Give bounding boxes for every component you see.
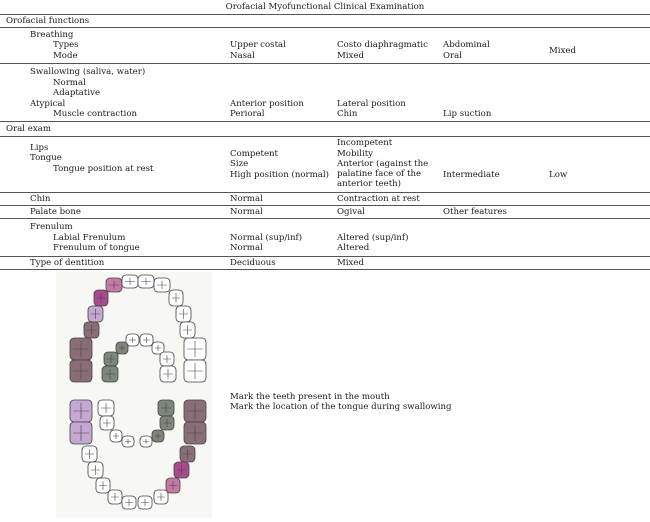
tooth-32[interactable] bbox=[184, 400, 206, 422]
tongue-frenulum-label: Frenulum of tongue bbox=[53, 243, 140, 253]
tooth-5[interactable] bbox=[94, 290, 108, 306]
tooth-1[interactable] bbox=[106, 278, 122, 292]
tooth-33[interactable] bbox=[70, 422, 92, 444]
chin-label: Chin bbox=[30, 194, 51, 204]
tooth-6[interactable] bbox=[169, 290, 183, 306]
tooth-13[interactable] bbox=[70, 360, 92, 382]
type-option: Costo diaphragmatic bbox=[337, 40, 428, 50]
frenulum-option: Altered (sup/inf) bbox=[337, 233, 409, 243]
tooth-22[interactable] bbox=[160, 366, 176, 382]
oral-option: Size bbox=[230, 159, 249, 169]
divider bbox=[0, 14, 650, 15]
palate-option: Other features bbox=[443, 207, 507, 217]
oral-option: High position (normal) bbox=[230, 170, 330, 180]
chin-option: Contraction at rest bbox=[337, 194, 420, 204]
muscle-option: Lip suction bbox=[443, 109, 492, 119]
oral-option: Anterior (against the palatine face of the anterior teeth) bbox=[337, 159, 429, 189]
tooth-2[interactable] bbox=[122, 275, 138, 288]
dentition-option: Deciduous bbox=[230, 258, 276, 268]
dental-chart bbox=[56, 272, 212, 518]
divider bbox=[0, 27, 650, 28]
divider bbox=[0, 121, 650, 122]
tooth-30[interactable] bbox=[140, 436, 152, 447]
oral-option: Incompetent bbox=[337, 138, 393, 148]
oral-option: Low bbox=[549, 170, 568, 180]
tooth-20[interactable] bbox=[160, 352, 174, 366]
types-label: Types bbox=[53, 40, 79, 50]
tooth-41[interactable] bbox=[108, 490, 122, 504]
tooth-44[interactable] bbox=[138, 496, 152, 509]
tooth-3[interactable] bbox=[138, 275, 154, 288]
position-option: Anterior position bbox=[230, 99, 304, 109]
tooth-4[interactable] bbox=[154, 278, 170, 292]
palate-option: Ogival bbox=[337, 207, 366, 217]
tooth-17[interactable] bbox=[116, 342, 128, 354]
atypical-label: Atypical bbox=[30, 99, 66, 109]
oral-option: Competent bbox=[230, 149, 279, 159]
type-option: Upper costal bbox=[230, 40, 286, 50]
section-header-orofacial: Orofacial functions bbox=[6, 16, 90, 26]
tooth-27[interactable] bbox=[110, 430, 122, 442]
muscle-option: Chin bbox=[337, 109, 358, 119]
normal-label: Normal bbox=[53, 78, 86, 88]
tooth-31[interactable] bbox=[70, 400, 92, 422]
lips-label: Lips bbox=[30, 143, 49, 153]
tooth-23[interactable] bbox=[98, 400, 114, 416]
position-option: Lateral position bbox=[337, 99, 406, 109]
tooth-29[interactable] bbox=[122, 436, 134, 447]
tooth-8[interactable] bbox=[176, 306, 191, 322]
frenulum-label: Frenulum bbox=[30, 222, 73, 232]
frenulum-option: Altered bbox=[337, 243, 370, 253]
oral-option: Mobility bbox=[337, 149, 374, 159]
divider bbox=[0, 218, 650, 219]
divider bbox=[0, 205, 650, 206]
labial-frenulum-label: Labial Frenulum bbox=[53, 233, 126, 243]
tongue-rest-label: Tongue position at rest bbox=[53, 164, 154, 174]
dentition-label: Type of dentition bbox=[30, 258, 105, 268]
tooth-24[interactable] bbox=[158, 400, 174, 416]
adaptative-label: Adaptative bbox=[53, 88, 101, 98]
mode-option: Nasal bbox=[230, 51, 255, 61]
tooth-11[interactable] bbox=[70, 338, 92, 360]
mode-option: Mixed bbox=[337, 51, 364, 61]
dental-arch-diagram bbox=[56, 272, 212, 518]
tooth-36[interactable] bbox=[180, 446, 195, 462]
palate-label: Palate bone bbox=[30, 207, 81, 217]
tooth-34[interactable] bbox=[184, 422, 206, 444]
frenulum-option: Normal bbox=[230, 243, 263, 253]
tooth-10[interactable] bbox=[180, 322, 195, 338]
frenulum-option: Normal (sup/inf) bbox=[230, 233, 303, 243]
palate-option: Normal bbox=[230, 207, 263, 217]
divider bbox=[0, 269, 650, 270]
tooth-38[interactable] bbox=[174, 462, 189, 478]
tongue-label: Tongue bbox=[30, 153, 62, 163]
tooth-43[interactable] bbox=[122, 496, 136, 509]
divider bbox=[0, 63, 650, 64]
tooth-35[interactable] bbox=[82, 446, 97, 462]
breathing-label: Breathing bbox=[30, 30, 74, 40]
dentition-option: Mixed bbox=[337, 258, 364, 268]
tooth-42[interactable] bbox=[154, 490, 168, 504]
mode-label: Mode bbox=[53, 51, 78, 61]
divider bbox=[0, 136, 650, 137]
tooth-16[interactable] bbox=[140, 334, 153, 346]
instruction-text: Mark the location of the tongue during swallowing bbox=[230, 402, 452, 412]
tooth-9[interactable] bbox=[84, 322, 99, 338]
tooth-26[interactable] bbox=[160, 416, 174, 430]
divider bbox=[0, 256, 650, 257]
tooth-14[interactable] bbox=[184, 360, 206, 382]
oral-option: Intermediate bbox=[443, 170, 500, 180]
mode-option: Oral bbox=[443, 51, 463, 61]
tooth-40[interactable] bbox=[166, 478, 180, 493]
chin-option: Normal bbox=[230, 194, 263, 204]
tooth-25[interactable] bbox=[100, 416, 114, 430]
section-header-oral: Oral exam bbox=[6, 124, 51, 134]
muscle-option: Perioral bbox=[230, 109, 265, 119]
type-option: Abdominal bbox=[443, 40, 490, 50]
divider bbox=[0, 192, 650, 193]
tooth-21[interactable] bbox=[102, 366, 118, 382]
tooth-7[interactable] bbox=[88, 306, 103, 322]
swallowing-label: Swallowing (saliva, water) bbox=[30, 67, 146, 77]
type-option: Mixed bbox=[549, 46, 576, 56]
tooth-37[interactable] bbox=[88, 462, 103, 478]
muscle-label: Muscle contraction bbox=[53, 109, 138, 119]
page-title: Orofacial Myofunctional Clinical Examination bbox=[225, 2, 425, 12]
instruction-text: Mark the teeth present in the mouth bbox=[230, 392, 390, 402]
tooth-39[interactable] bbox=[96, 478, 110, 493]
tooth-12[interactable] bbox=[184, 338, 206, 360]
tooth-28[interactable] bbox=[152, 430, 164, 442]
tooth-19[interactable] bbox=[104, 352, 118, 366]
